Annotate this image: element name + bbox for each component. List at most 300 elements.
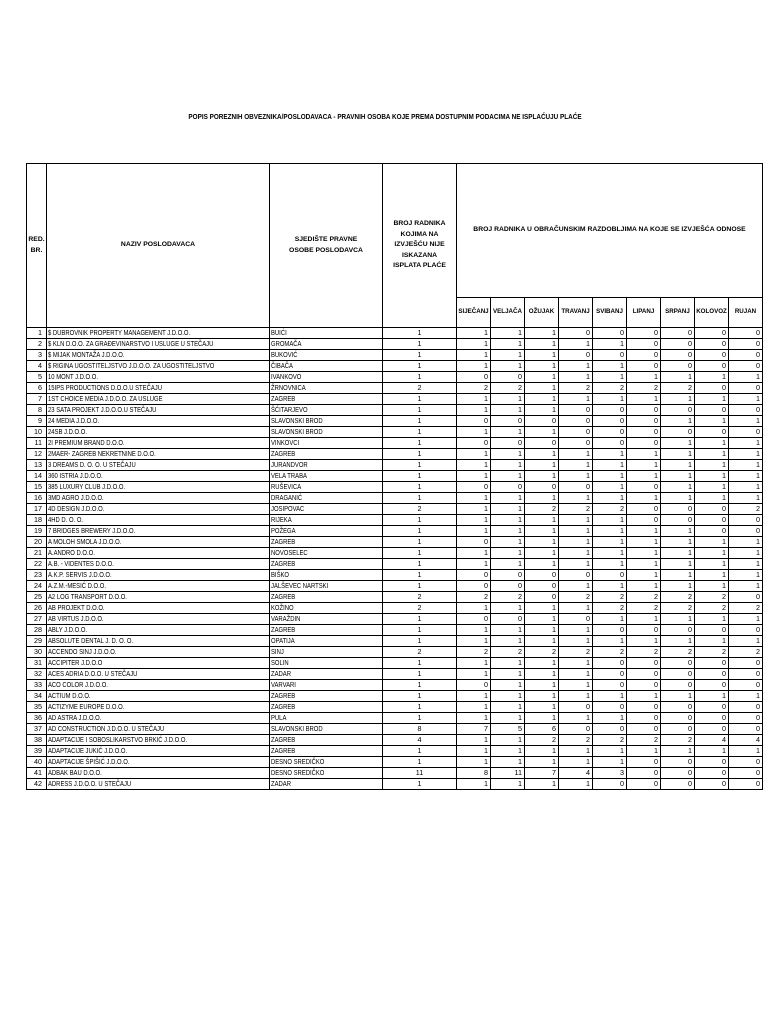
month-value: 1	[695, 581, 729, 592]
month-value: 0	[729, 669, 763, 680]
employer-name: $ MIJAK MONTAŽA J.D.O.O.	[48, 350, 125, 359]
month-value: 2	[627, 603, 661, 614]
row-number: 12	[27, 449, 47, 460]
month-value: 1	[525, 361, 559, 372]
worker-count: 1	[383, 559, 457, 570]
employer-city: SINJ	[271, 647, 284, 656]
month-value: 1	[525, 746, 559, 757]
month-value: 1	[627, 614, 661, 625]
table-row	[27, 427, 763, 438]
employer-city: ZADAR	[271, 669, 291, 678]
worker-count: 2	[383, 603, 457, 614]
employer-city-cell	[270, 603, 383, 614]
month-value: 1	[491, 603, 525, 614]
month-value: 0	[661, 702, 695, 713]
month-value: 1	[695, 460, 729, 471]
month-value: 0	[457, 416, 491, 427]
worker-count: 1	[383, 471, 457, 482]
row-number: 24	[27, 581, 47, 592]
month-value: 0	[729, 515, 763, 526]
header-sjediste: SJEDIŠTE PRAVNE OSOBE POSLODAVCA	[270, 164, 383, 328]
month-value: 1	[729, 581, 763, 592]
worker-count: 1	[383, 680, 457, 691]
month-value: 1	[729, 493, 763, 504]
month-value: 0	[559, 724, 593, 735]
worker-count: 1	[383, 350, 457, 361]
employer-city-cell	[270, 493, 383, 504]
employer-city: NOVOSELEC	[271, 548, 308, 557]
employer-name-cell	[47, 647, 270, 658]
month-value: 0	[491, 482, 525, 493]
month-value: 2	[457, 592, 491, 603]
employer-name: ABLY J.D.O.O.	[48, 625, 88, 634]
employer-name: 23 SATA PROJEKT J.D.O.O.U STEČAJU	[48, 405, 157, 414]
employer-city-cell	[270, 581, 383, 592]
employer-city-cell	[270, 669, 383, 680]
month-value: 1	[525, 636, 559, 647]
month-value: 1	[627, 581, 661, 592]
worker-count: 1	[383, 372, 457, 383]
month-value: 1	[729, 460, 763, 471]
employer-name: $ RIGINA UGOSTITELJSTVO J.D.O.O. ZA UGOSTITELJSTVO	[48, 361, 215, 370]
row-number: 8	[27, 405, 47, 416]
employer-city-cell	[270, 339, 383, 350]
row-number: 29	[27, 636, 47, 647]
row-number: 21	[27, 548, 47, 559]
month-value: 1	[559, 339, 593, 350]
month-value: 1	[525, 779, 559, 790]
month-value: 0	[729, 383, 763, 394]
month-value: 1	[457, 493, 491, 504]
month-value: 1	[457, 328, 491, 339]
worker-count: 1	[383, 328, 457, 339]
month-value: 1	[593, 537, 627, 548]
employer-city: SOLIN	[271, 658, 289, 667]
month-value: 1	[627, 526, 661, 537]
month-value: 1	[525, 548, 559, 559]
employers-table	[26, 163, 763, 790]
employer-name-cell	[47, 779, 270, 790]
row-number: 20	[27, 537, 47, 548]
month-value: 0	[491, 416, 525, 427]
employer-city-cell	[270, 361, 383, 372]
month-value: 0	[695, 724, 729, 735]
month-value: 1	[525, 526, 559, 537]
table-row	[27, 493, 763, 504]
month-value: 0	[525, 570, 559, 581]
table-row	[27, 339, 763, 350]
month-value: 1	[457, 350, 491, 361]
employer-city: VARVARI	[271, 680, 296, 689]
table-row	[27, 636, 763, 647]
month-value: 1	[695, 482, 729, 493]
month-value: 0	[729, 658, 763, 669]
month-value: 0	[593, 669, 627, 680]
employer-name-cell	[47, 383, 270, 394]
month-value: 0	[661, 350, 695, 361]
month-value: 0	[525, 581, 559, 592]
employer-city: ZAGREB	[271, 691, 296, 700]
table-row	[27, 438, 763, 449]
month-value: 1	[593, 361, 627, 372]
employer-name-cell	[47, 691, 270, 702]
month-value: 1	[525, 427, 559, 438]
table-row	[27, 768, 763, 779]
row-number: 42	[27, 779, 47, 790]
month-value: 1	[559, 471, 593, 482]
month-value: 1	[491, 405, 525, 416]
month-value: 1	[627, 460, 661, 471]
month-value: 1	[559, 515, 593, 526]
worker-count: 1	[383, 658, 457, 669]
month-value: 1	[593, 548, 627, 559]
month-value: 1	[661, 559, 695, 570]
employer-name-cell	[47, 493, 270, 504]
month-value: 1	[695, 394, 729, 405]
month-value: 0	[559, 482, 593, 493]
month-value: 1	[627, 471, 661, 482]
month-value: 5	[491, 724, 525, 735]
month-value: 1	[525, 625, 559, 636]
employer-city: ZAGREB	[271, 735, 296, 744]
month-value: 1	[559, 449, 593, 460]
row-number: 36	[27, 713, 47, 724]
month-value: 0	[457, 581, 491, 592]
employer-city: ZAGREB	[271, 625, 296, 634]
row-number: 37	[27, 724, 47, 735]
month-value: 1	[593, 394, 627, 405]
row-number: 35	[27, 702, 47, 713]
month-value: 1	[491, 702, 525, 713]
employer-name-cell	[47, 372, 270, 383]
row-number: 30	[27, 647, 47, 658]
header-red-br: RED. BR.	[27, 164, 47, 328]
month-value: 1	[457, 449, 491, 460]
worker-count: 1	[383, 526, 457, 537]
month-value: 1	[525, 702, 559, 713]
month-value: 0	[661, 779, 695, 790]
worker-count: 11	[383, 768, 457, 779]
employer-city-cell	[270, 625, 383, 636]
employer-name: 4D DESIGN J.D.O.O.	[48, 504, 105, 513]
month-value: 0	[695, 405, 729, 416]
employer-city-cell	[270, 504, 383, 515]
month-value: 1	[457, 526, 491, 537]
row-number: 41	[27, 768, 47, 779]
month-value: 1	[491, 746, 525, 757]
worker-count: 1	[383, 669, 457, 680]
month-value: 2	[729, 603, 763, 614]
employer-name: ABSOLUTE DENTAL J. D. O. O.	[48, 636, 134, 645]
month-value: 2	[729, 647, 763, 658]
month-value: 1	[457, 548, 491, 559]
worker-count: 1	[383, 779, 457, 790]
employer-name-cell	[47, 515, 270, 526]
table-body	[27, 328, 763, 790]
employer-name: 3 DREAMS D. O. O. U STEČAJU	[48, 460, 136, 469]
month-value: 1	[559, 779, 593, 790]
worker-count: 1	[383, 405, 457, 416]
month-value: 1	[627, 449, 661, 460]
month-value: 1	[491, 460, 525, 471]
month-value: 1	[457, 779, 491, 790]
month-value: 1	[729, 416, 763, 427]
month-value: 1	[729, 537, 763, 548]
row-number: 32	[27, 669, 47, 680]
table-row	[27, 548, 763, 559]
month-value: 2	[729, 504, 763, 515]
month-value: 2	[593, 735, 627, 746]
month-value: 0	[695, 427, 729, 438]
month-value: 1	[593, 526, 627, 537]
month-value: 1	[457, 504, 491, 515]
month-value: 0	[593, 702, 627, 713]
employer-name-cell	[47, 746, 270, 757]
month-value: 0	[729, 724, 763, 735]
employer-city: JOSIPOVAC	[271, 504, 305, 513]
month-value: 1	[457, 394, 491, 405]
month-value: 1	[695, 559, 729, 570]
month-value: 1	[525, 515, 559, 526]
month-value: 0	[559, 350, 593, 361]
month-value: 1	[729, 471, 763, 482]
worker-count: 1	[383, 570, 457, 581]
month-value: 0	[593, 427, 627, 438]
month-value: 2	[593, 647, 627, 658]
employer-name-cell	[47, 504, 270, 515]
employer-name: ACTIZYME EUROPE D.O.O.	[48, 702, 125, 711]
row-number: 1	[27, 328, 47, 339]
employer-name-cell	[47, 768, 270, 779]
employer-name: ADAPTACIJE JUKIĆ J.D.O.O.	[48, 746, 128, 755]
employer-city: ZAGREB	[271, 559, 296, 568]
month-value: 1	[525, 658, 559, 669]
month-value: 1	[695, 449, 729, 460]
month-value: 1	[525, 328, 559, 339]
row-number: 39	[27, 746, 47, 757]
month-value: 1	[559, 581, 593, 592]
employer-name-cell	[47, 438, 270, 449]
row-number: 19	[27, 526, 47, 537]
month-value: 0	[661, 328, 695, 339]
employer-name: A.B. - VIDENTES D.O.O.	[48, 559, 114, 568]
table-row	[27, 460, 763, 471]
month-value: 1	[525, 405, 559, 416]
month-value: 2	[559, 504, 593, 515]
month-value: 0	[729, 625, 763, 636]
employer-name: 385 LUXURY CLUB J.D.O.O.	[48, 482, 126, 491]
month-value: 1	[695, 416, 729, 427]
month-value: 1	[525, 614, 559, 625]
employer-name-cell	[47, 449, 270, 460]
table-row	[27, 713, 763, 724]
employer-name: 2MAER- ZAGREB NEKRETNINE D.O.O.	[48, 449, 156, 458]
month-value: 0	[695, 680, 729, 691]
month-value: 2	[559, 383, 593, 394]
month-value: 1	[457, 658, 491, 669]
month-value: 1	[457, 702, 491, 713]
month-value: 1	[593, 493, 627, 504]
month-value: 0	[593, 779, 627, 790]
month-value: 0	[559, 328, 593, 339]
month-value: 0	[559, 427, 593, 438]
employer-name: 24 MEDIA J.D.O.O.	[48, 416, 100, 425]
employer-city-cell	[270, 647, 383, 658]
month-value: 0	[661, 757, 695, 768]
month-value: 2	[525, 504, 559, 515]
month-value: 1	[491, 559, 525, 570]
month-value: 1	[457, 757, 491, 768]
employer-city-cell	[270, 372, 383, 383]
worker-count: 1	[383, 339, 457, 350]
month-value: 1	[491, 526, 525, 537]
table-row	[27, 603, 763, 614]
month-value: 1	[729, 548, 763, 559]
employer-city-cell	[270, 537, 383, 548]
month-value: 0	[661, 427, 695, 438]
worker-count: 2	[383, 383, 457, 394]
employer-city-cell	[270, 383, 383, 394]
month-value: 0	[559, 416, 593, 427]
header-razdoblje: BROJ RADNIKA U OBRAČUNSKIM RAZDOBLJIMA NA KOJE SE IZVJEŠĆA ODNOSE	[457, 164, 763, 298]
worker-count: 1	[383, 702, 457, 713]
month-value: 1	[729, 372, 763, 383]
month-value: 0	[729, 526, 763, 537]
month-value: 1	[491, 515, 525, 526]
month-value: 0	[661, 680, 695, 691]
month-value: 1	[627, 372, 661, 383]
month-value: 0	[695, 625, 729, 636]
month-value: 1	[559, 669, 593, 680]
month-value: 2	[695, 603, 729, 614]
month-value: 0	[525, 416, 559, 427]
month-value: 0	[627, 405, 661, 416]
worker-count: 1	[383, 449, 457, 460]
employer-name-cell	[47, 669, 270, 680]
row-number: 22	[27, 559, 47, 570]
month-value: 1	[729, 449, 763, 460]
row-number: 5	[27, 372, 47, 383]
employer-city-cell	[270, 658, 383, 669]
month-value: 0	[491, 581, 525, 592]
worker-count: 1	[383, 548, 457, 559]
month-value: 1	[627, 548, 661, 559]
employer-name: ADAPTACIJE ŠPIŠIĆ J.D.O.O.	[48, 757, 130, 766]
month-value: 1	[525, 493, 559, 504]
month-value: 2	[695, 592, 729, 603]
month-value: 0	[661, 669, 695, 680]
month-value: 0	[457, 570, 491, 581]
month-value: 6	[525, 724, 559, 735]
page-title: POPIS POREZNIH OBVEZNIKA/POSLODAVACA - PRAVNIH OSOBA KOJE PREMA DOSTUPNIM PODACIMA NE ISPLAĆUJU PLAĆE	[188, 112, 582, 121]
month-value: 1	[525, 691, 559, 702]
month-value: 1	[457, 746, 491, 757]
table-row	[27, 691, 763, 702]
month-value: 1	[593, 482, 627, 493]
employer-city: SLAVONSKI BROD	[271, 427, 323, 436]
table-row	[27, 361, 763, 372]
month-header: TRAVANJ	[559, 298, 593, 328]
table-row	[27, 680, 763, 691]
month-value: 1	[525, 350, 559, 361]
employer-city-cell	[270, 350, 383, 361]
month-value: 0	[457, 614, 491, 625]
month-value: 1	[559, 603, 593, 614]
employer-city: RIJEKA	[271, 515, 292, 524]
employer-city: BUIĆI	[271, 328, 287, 337]
month-value: 1	[593, 471, 627, 482]
month-value: 1	[593, 372, 627, 383]
month-value: 2	[593, 592, 627, 603]
month-value: 1	[695, 537, 729, 548]
employer-city: ZAGREB	[271, 746, 296, 755]
month-value: 0	[525, 482, 559, 493]
month-value: 0	[593, 570, 627, 581]
month-value: 1	[491, 339, 525, 350]
table-row	[27, 702, 763, 713]
month-value: 0	[695, 328, 729, 339]
month-value: 1	[525, 460, 559, 471]
month-value: 0	[593, 724, 627, 735]
employer-name-cell	[47, 757, 270, 768]
month-value: 1	[729, 559, 763, 570]
row-number: 7	[27, 394, 47, 405]
month-value: 0	[559, 614, 593, 625]
worker-count: 1	[383, 416, 457, 427]
employer-name: A.K.P. SERVIS J.D.O.O.	[48, 570, 112, 579]
worker-count: 1	[383, 537, 457, 548]
worker-count: 1	[383, 460, 457, 471]
month-value: 1	[593, 559, 627, 570]
month-value: 1	[457, 691, 491, 702]
table-row	[27, 383, 763, 394]
month-value: 0	[695, 757, 729, 768]
table-row	[27, 581, 763, 592]
table-row	[27, 372, 763, 383]
employer-city: KOŽINO	[271, 603, 294, 612]
month-value: 1	[695, 746, 729, 757]
month-value: 1	[457, 735, 491, 746]
month-value: 0	[457, 680, 491, 691]
month-value: 1	[491, 691, 525, 702]
row-number: 40	[27, 757, 47, 768]
month-value: 1	[695, 372, 729, 383]
row-number: 4	[27, 361, 47, 372]
row-number: 34	[27, 691, 47, 702]
month-value: 0	[695, 526, 729, 537]
employer-city-cell	[270, 559, 383, 570]
month-value: 2	[593, 383, 627, 394]
month-value: 1	[627, 537, 661, 548]
month-value: 1	[661, 614, 695, 625]
employer-name: $ DUBROVNIK PROPERTY MANAGEMENT J.D.O.O.	[48, 328, 191, 337]
month-value: 0	[661, 768, 695, 779]
row-number: 33	[27, 680, 47, 691]
worker-count: 2	[383, 504, 457, 515]
row-number: 11	[27, 438, 47, 449]
table-row	[27, 724, 763, 735]
month-value: 1	[695, 570, 729, 581]
employer-city: ZADAR	[271, 779, 291, 788]
employer-name-cell	[47, 570, 270, 581]
month-value: 1	[559, 526, 593, 537]
employer-name: 24SB J.D.O.O.	[48, 427, 87, 436]
table-row	[27, 669, 763, 680]
employer-name: AD CONSTRUCTION J.D.O.O. U STEČAJU	[48, 724, 165, 733]
employer-city: SLAVONSKI BROD	[271, 416, 323, 425]
month-value: 1	[491, 350, 525, 361]
month-value: 0	[593, 625, 627, 636]
